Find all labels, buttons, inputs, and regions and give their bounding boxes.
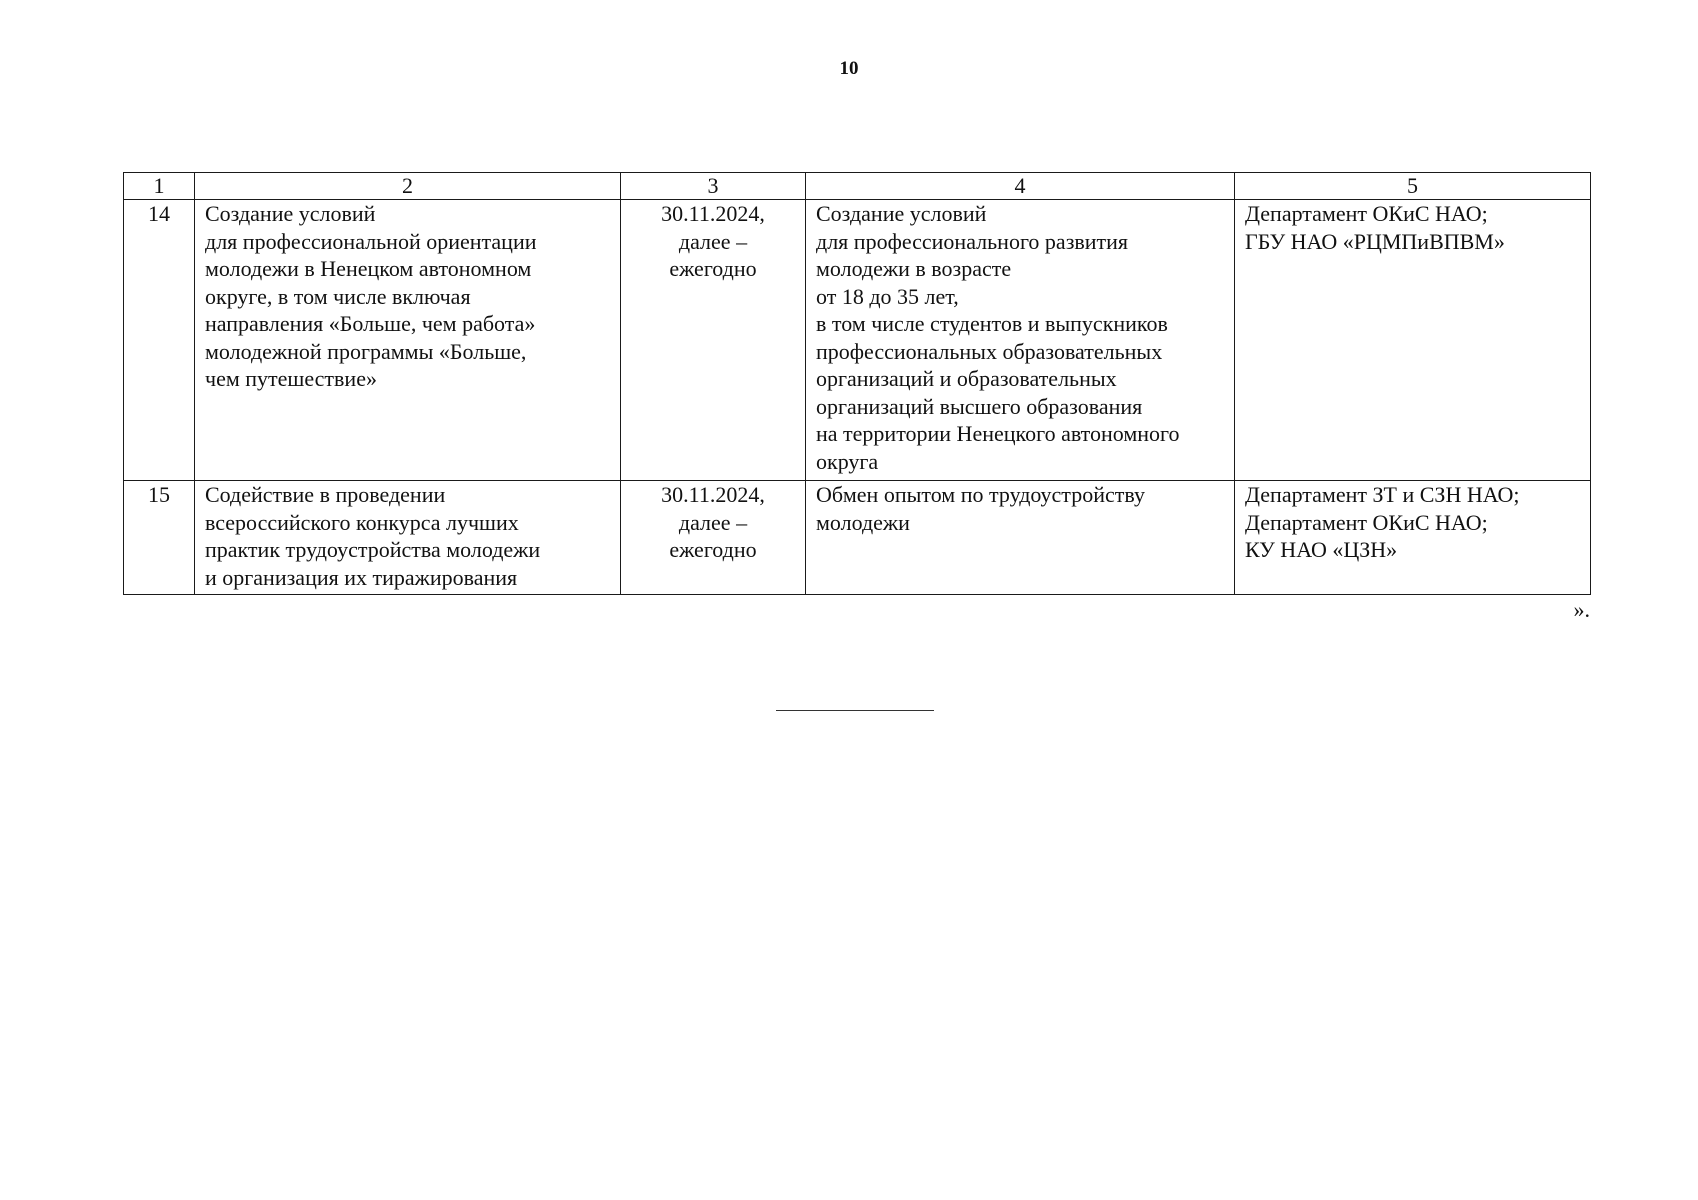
activity-line: всероссийского конкурса лучших <box>205 509 519 535</box>
result-line: Создание условий <box>816 201 987 226</box>
activity-line: округе, в том числе включая <box>205 283 471 309</box>
table-row <box>124 200 1591 481</box>
header-row <box>124 173 1591 200</box>
column-number-2: 2 <box>195 173 621 200</box>
deadline-line: ежегодно <box>669 256 757 281</box>
activity-cell <box>195 200 621 481</box>
responsible-line: Департамент ОКиС НАО; <box>1245 509 1488 535</box>
closing-quote-mark: ». <box>1573 597 1590 622</box>
result-cell <box>806 481 1235 595</box>
deadline-cell <box>621 481 806 595</box>
column-number-3: 3 <box>621 173 806 200</box>
activity-line: молодежи в Ненецком автономном <box>205 256 532 281</box>
deadline-line: 30.11.2024, <box>661 482 765 507</box>
responsible-line: ГБУ НАО «РЦМПиВПВМ» <box>1245 228 1505 254</box>
plan-table <box>123 172 1591 595</box>
deadline-line: 30.11.2024, <box>661 201 765 226</box>
page-number: 10 <box>839 58 859 79</box>
result-cell <box>806 200 1235 481</box>
row-number: 15 <box>124 481 195 595</box>
deadline-line: далее – <box>678 228 748 254</box>
column-number-4: 4 <box>806 173 1235 200</box>
row-number: 14 <box>124 200 195 481</box>
responsible-cell <box>1235 200 1591 481</box>
result-line: округа <box>816 448 879 474</box>
activity-line: Содействие в проведении <box>205 482 446 507</box>
result-line: организаций и образовательных <box>816 366 1117 391</box>
column-number-5: 5 <box>1235 173 1591 200</box>
result-line: в том числе студентов и выпускников <box>816 311 1168 336</box>
result-line: молодежи <box>816 509 910 535</box>
result-line: от 18 до 35 лет, <box>816 283 959 309</box>
deadline-line: ежегодно <box>669 537 757 562</box>
responsible-line: КУ НАО «ЦЗН» <box>1245 537 1398 562</box>
result-line: на территории Ненецкого автономного <box>816 421 1180 446</box>
result-line: профессиональных образовательных <box>816 338 1163 364</box>
result-line: молодежи в возрасте <box>816 256 1012 281</box>
activity-line: молодежной программы «Больше, <box>205 338 527 364</box>
activity-line: практик трудоустройства молодежи <box>205 537 541 562</box>
responsible-cell <box>1235 481 1591 595</box>
result-line: Обмен опытом по трудоустройству <box>816 482 1145 507</box>
activity-line: Создание условий <box>205 201 376 226</box>
activity-line: и организация их тиражирования <box>205 564 518 590</box>
activity-cell <box>195 481 621 595</box>
activity-line: для профессиональной ориентации <box>205 228 537 254</box>
activity-line: чем путешествие» <box>205 366 377 391</box>
responsible-line: Департамент ОКиС НАО; <box>1245 201 1488 226</box>
column-number-1: 1 <box>124 173 195 200</box>
table-row <box>124 481 1591 595</box>
deadline-cell <box>621 200 806 481</box>
activity-line: направления «Больше, чем работа» <box>205 311 536 336</box>
result-line: организаций высшего образования <box>816 393 1143 419</box>
separator-line <box>776 710 934 711</box>
deadline-line: далее – <box>678 509 748 535</box>
table-header <box>124 173 1591 200</box>
result-line: для профессионального развития <box>816 228 1129 254</box>
responsible-line: Департамент ЗТ и СЗН НАО; <box>1245 482 1520 507</box>
